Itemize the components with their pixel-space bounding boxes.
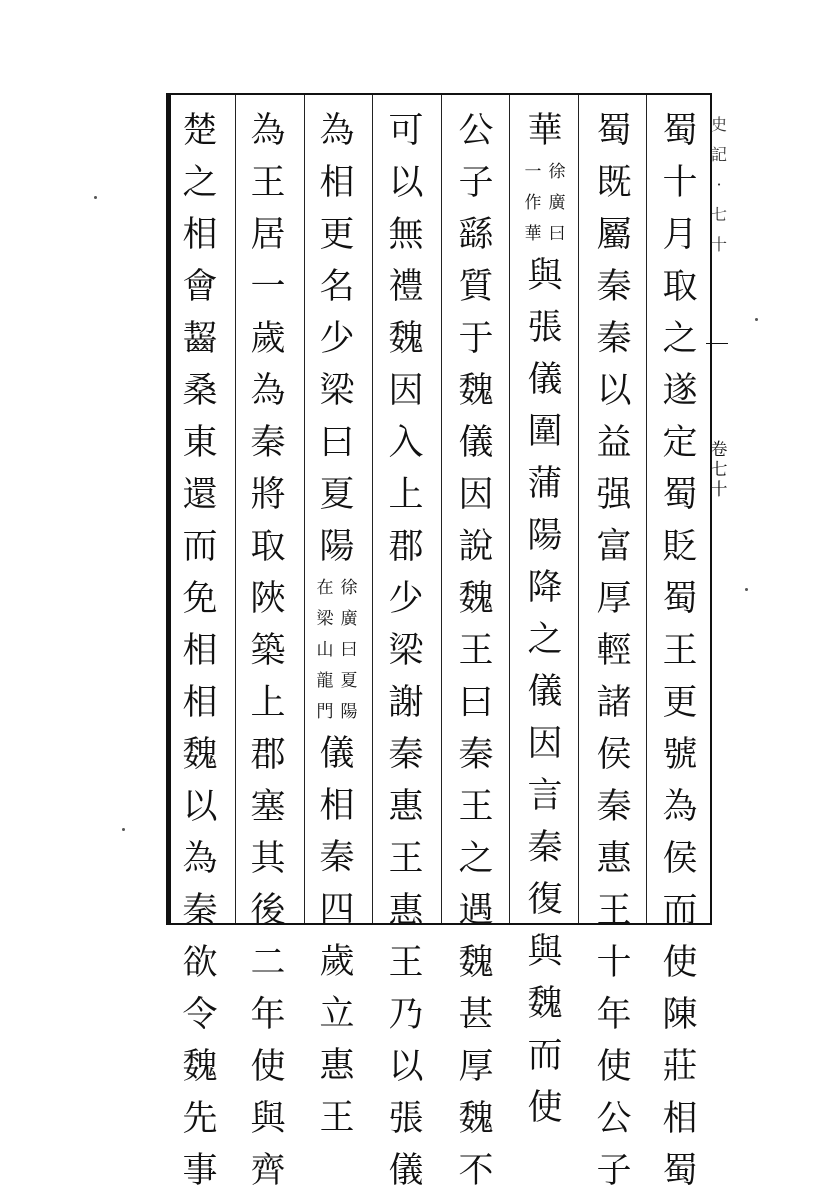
column-divider	[441, 95, 442, 923]
column-text: 華	[527, 111, 563, 151]
speck	[745, 588, 748, 591]
commentary-line: 徐 廣 曰 夏 陽	[340, 578, 358, 722]
column-divider	[235, 95, 236, 923]
column-text: 儀 相 秦 四 歲 立 惠 王	[319, 734, 355, 1138]
column-text: 為 相 更 名 少 梁 曰 夏 陽	[319, 111, 355, 567]
text-column-6	[312, 105, 362, 1138]
column-divider	[578, 95, 579, 923]
column-text: 為 王 居 一 歲 為 秦 將 取 陜 築 上 郡 塞 其 後 二 年 使 與 齊	[250, 111, 286, 1191]
column-divider	[646, 95, 647, 923]
column-text: 楚 之 相 會 齧 桑 東 還 而 免 相 相 魏 以 為 秦 欲 令 魏 先 事	[182, 111, 218, 1191]
column-divider	[509, 95, 510, 923]
column-divider	[304, 95, 305, 923]
text-column-8	[175, 105, 225, 1191]
column-text: 與 張 儀 圍 蒲 陽 降 之 儀 因 言 秦 復 與 魏 而 使	[527, 256, 563, 1128]
speck	[755, 318, 758, 321]
column-text: 可 以 無 禮 魏 因 入 上 郡 少 梁 謝 秦 惠 王 惠 王 乃 以 張 儀	[388, 111, 424, 1191]
commentary-line: 在 梁 山 龍 門	[316, 578, 334, 722]
speck	[122, 828, 125, 831]
text-column-3	[520, 105, 570, 1128]
text-column-5	[381, 105, 431, 1191]
commentary-line: 徐 廣 曰	[548, 162, 566, 244]
fore-edge-title: 史 記 · 七 十	[710, 115, 727, 254]
column-text: 蜀 十 月 取 之 遂 定 蜀 貶 蜀 王 更 號 為 侯 而 使 陳 莊 相 蜀	[662, 111, 698, 1191]
column-text: 蜀 既 屬 秦 秦 以 益 强 富 厚 輕 諸 侯 秦 惠 王 十 年 使 公 子	[596, 111, 632, 1191]
text-column-2	[589, 105, 639, 1191]
commentary-line: 一 作 華	[524, 162, 542, 244]
text-column-4	[451, 105, 501, 1191]
commentary-note	[520, 157, 570, 250]
commentary-note	[312, 573, 362, 728]
text-column-1	[655, 105, 705, 1191]
text-column-7	[243, 105, 293, 1191]
column-divider	[372, 95, 373, 923]
speck	[94, 196, 97, 199]
column-text: 公 子 繇 質 于 魏 儀 因 說 魏 王 曰 秦 王 之 遇 魏 甚 厚 魏 不	[458, 111, 494, 1191]
volume-label: 卷 七 十	[710, 440, 728, 500]
